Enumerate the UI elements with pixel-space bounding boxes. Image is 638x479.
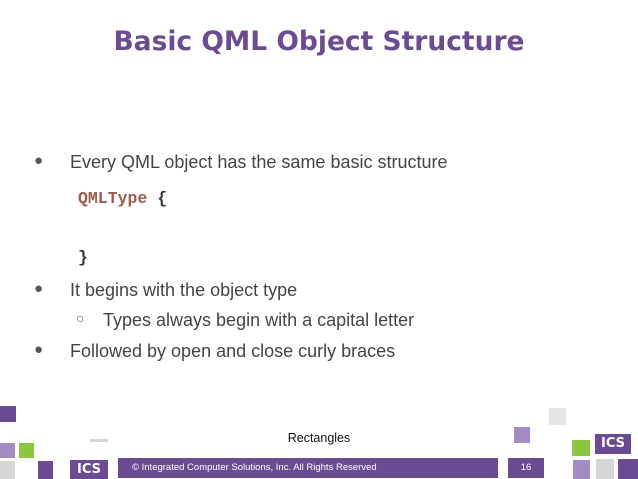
copyright-text: © Integrated Computer Solutions, Inc. All Rights Reserved (132, 462, 377, 473)
decor-square (596, 459, 614, 479)
sub-bullet-text: Types always begin with a capital letter (103, 310, 415, 330)
bullet-text: Followed by open and close curly braces (70, 341, 396, 361)
code-line-close (78, 248, 88, 267)
decor-square (19, 443, 34, 458)
page-number: 16 (508, 458, 544, 478)
bullet-dot-icon: ● (34, 152, 44, 169)
ics-logo: ICS (595, 434, 631, 454)
bullet-text: Every QML object has the same basic structure (70, 152, 448, 172)
sub-bullet-circle-icon: ○ (76, 310, 85, 326)
bullet-text: It begins with the object type (70, 280, 298, 300)
ics-logo: ICS (70, 460, 108, 479)
code-close-brace: } (78, 248, 88, 267)
bullet-dot-icon: ● (34, 341, 44, 358)
decor-square (38, 461, 53, 479)
slide-title: Basic QML Object Structure (113, 26, 525, 57)
slide-caption: Rectangles (287, 431, 351, 445)
decor-square (0, 461, 15, 479)
bullet-dot-icon: ● (34, 280, 44, 297)
code-open-brace: { (157, 189, 168, 208)
code-line-open (78, 189, 167, 208)
decor-square (618, 459, 638, 479)
code-type-name: QMLType (78, 189, 148, 208)
decor-square (0, 406, 16, 422)
decor-square (0, 443, 15, 458)
decor-square (573, 460, 590, 479)
footer-bar (118, 458, 498, 478)
decor-square (549, 408, 566, 425)
